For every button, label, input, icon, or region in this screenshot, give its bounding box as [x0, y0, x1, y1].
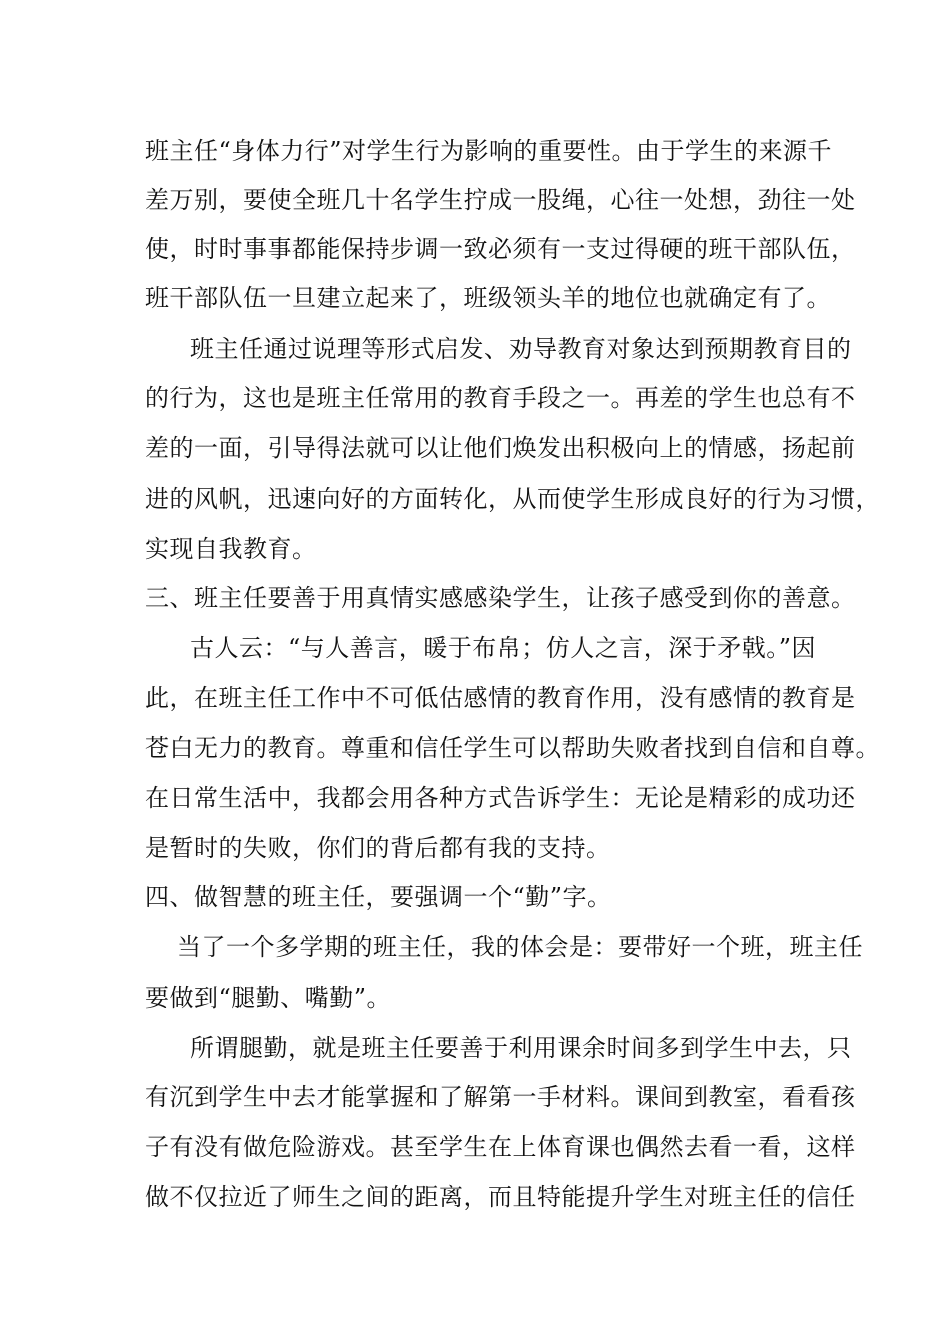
paragraph-line: 的行为，这也是班主任常用的教育手段之一。再差的学生也总有不 — [145, 384, 856, 412]
paragraph-line: 要做到“腿勤、嘴勤”。 — [145, 984, 392, 1012]
paragraph-line: 班主任通过说理等形式启发、劝导教育对象达到预期教育目的 — [190, 335, 852, 363]
section-heading: 三、班主任要善于用真情实感感染学生，让孩子感受到你的善意。 — [145, 584, 856, 612]
paragraph-line: 有沉到学生中去才能掌握和了解第一手材料。课间到教室，看看孩 — [145, 1083, 856, 1111]
paragraph-line: 实现自我教育。 — [145, 535, 317, 563]
paragraph-line: 做不仅拉近了师生之间的距离，而且特能提升学生对班主任的信任 — [145, 1183, 856, 1211]
paragraph-line: 当了一个多学期的班主任，我的体会是：要带好一个班，班主任 — [177, 933, 863, 961]
paragraph-line: 使，时时事事都能保持步调一致必须有一支过得硬的班干部队伍， — [145, 235, 856, 263]
paragraph-line: 子有没有做危险游戏。甚至学生在上体育课也偶然去看一看，这样 — [145, 1133, 856, 1161]
paragraph-line: 所谓腿勤，就是班主任要善于利用课余时间多到学生中去，只 — [190, 1034, 852, 1062]
paragraph-line: 苍白无力的教育。尊重和信任学生可以帮助失败者找到自信和自尊。 — [145, 734, 880, 762]
paragraph-line: 差万别，要使全班几十名学生拧成一股绳，心往一处想，劲往一处 — [145, 186, 856, 214]
paragraph-line: 班主任“身体力行”对学生行为影响的重要性。由于学生的来源千 — [145, 137, 833, 165]
paragraph-line: 差的一面，引导得法就可以让他们焕发出积极向上的情感，扬起前 — [145, 434, 856, 462]
paragraph-line: 在日常生活中，我都会用各种方式告诉学生：无论是精彩的成功还 — [145, 784, 856, 812]
paragraph-line: 是暂时的失败，你们的背后都有我的支持。 — [145, 834, 611, 862]
paragraph-line: 进的风帆，迅速向好的方面转化，从而使学生形成良好的行为习惯， — [145, 485, 880, 513]
paragraph-line: 此，在班主任工作中不可低估感情的教育作用，没有感情的教育是 — [145, 684, 856, 712]
paragraph-line: 古人云：“与人善言，暖于布帛；仿人之言，深于矛戟。”因 — [190, 634, 817, 662]
paragraph-line: 班干部队伍一旦建立起来了，班级领头羊的地位也就确定有了。 — [145, 284, 831, 312]
section-heading: 四、做智慧的班主任，要强调一个“勤”字。 — [145, 883, 612, 911]
